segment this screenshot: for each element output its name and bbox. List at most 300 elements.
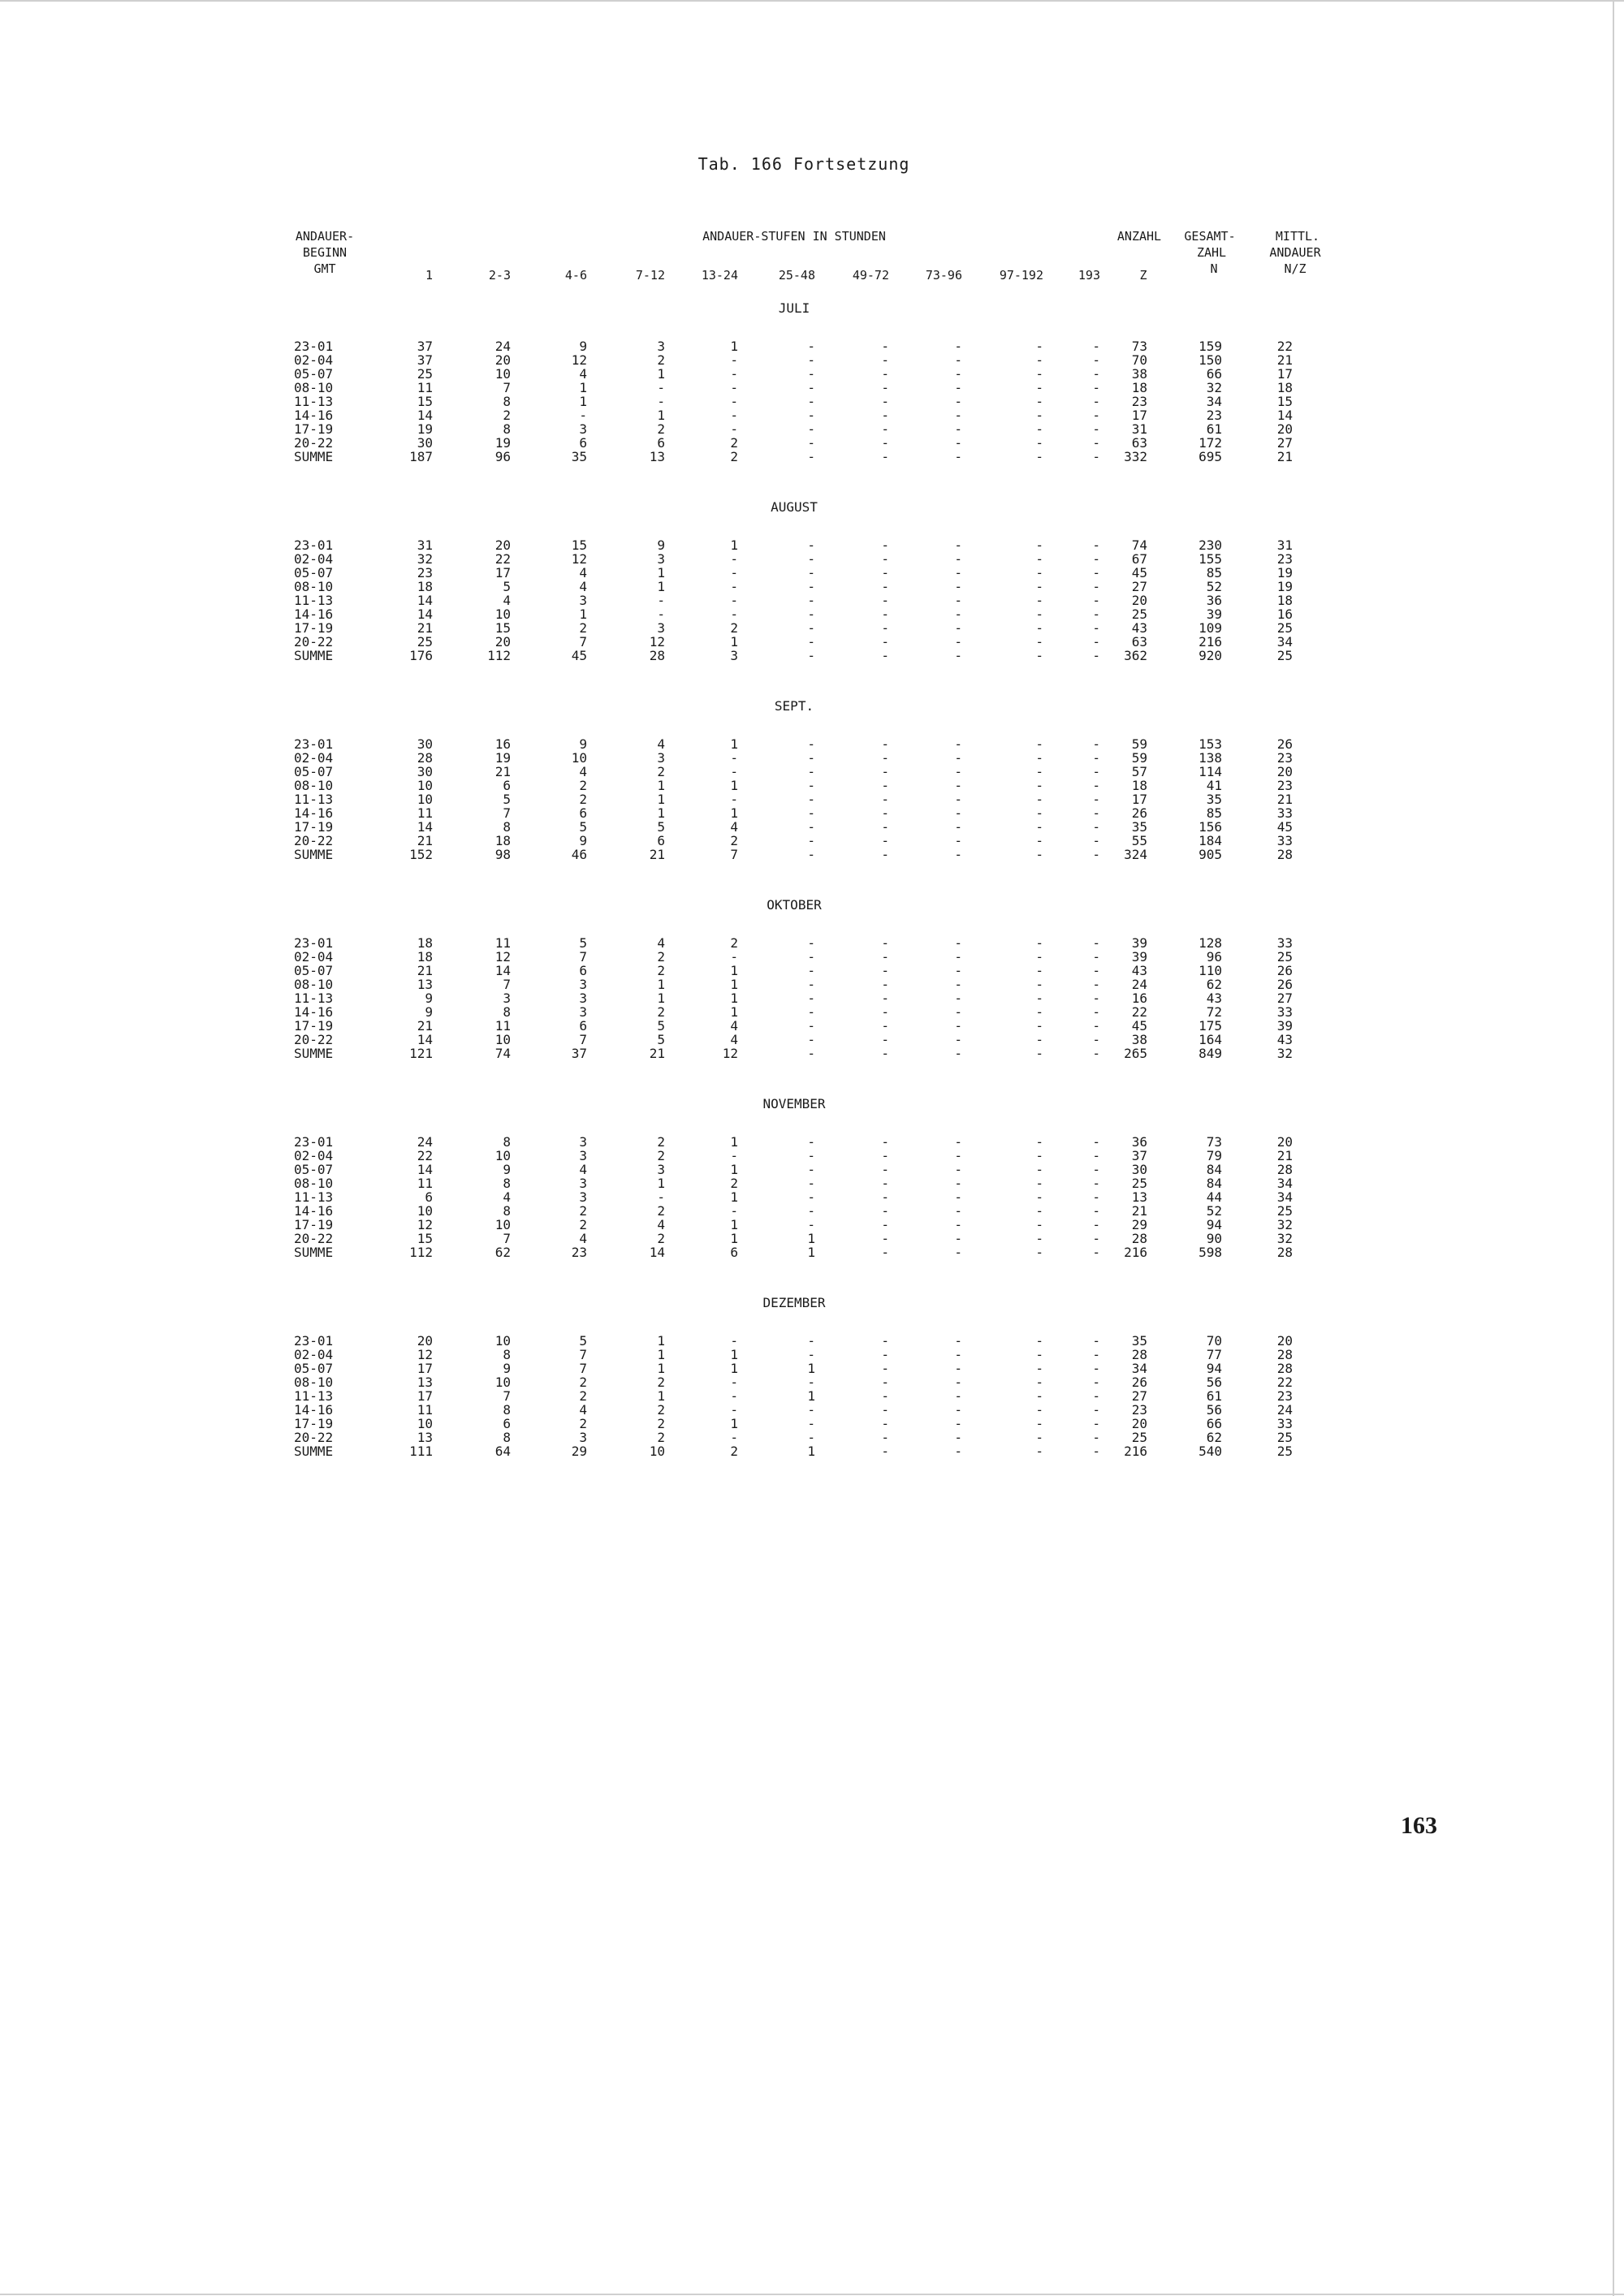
row-label: 23-01 xyxy=(294,935,334,951)
table-cell: 8 xyxy=(503,1004,511,1020)
table-cell: 27 xyxy=(1131,579,1147,594)
header-mittl-line3: N/Z xyxy=(1284,261,1307,276)
table-row xyxy=(0,1032,1380,1047)
table-cell: 56 xyxy=(1206,1402,1222,1418)
table-cell: 5 xyxy=(579,819,587,835)
table-cell: 9 xyxy=(579,833,587,848)
table-cell: 25 xyxy=(1131,1430,1147,1445)
table-cell: 13 xyxy=(417,1375,433,1390)
table-cell: 21 xyxy=(649,847,665,862)
table-cell: - xyxy=(1092,408,1100,423)
table-cell: - xyxy=(881,1361,889,1376)
table-cell: - xyxy=(730,949,738,965)
header-col-8: 73-96 xyxy=(925,268,962,283)
row-label: 14-16 xyxy=(294,1004,334,1020)
table-cell: 540 xyxy=(1199,1444,1222,1459)
table-cell: - xyxy=(1035,593,1043,608)
table-cell: - xyxy=(730,380,738,395)
table-cell: - xyxy=(1035,1203,1043,1219)
row-label: 08-10 xyxy=(294,579,334,594)
row-label: 05-07 xyxy=(294,764,334,779)
table-cell: 31 xyxy=(417,537,433,553)
table-cell: 2 xyxy=(657,949,665,965)
table-cell: 8 xyxy=(503,421,511,437)
table-cell: - xyxy=(954,1444,962,1459)
table-cell: - xyxy=(1035,819,1043,835)
table-cell: - xyxy=(1092,736,1100,752)
table-cell: - xyxy=(807,1046,815,1061)
table-cell: 216 xyxy=(1199,634,1222,650)
header-andauer-line1: ANDAUER- xyxy=(295,229,355,244)
table-cell: 52 xyxy=(1206,579,1222,594)
row-label: 14-16 xyxy=(294,408,334,423)
table-cell: - xyxy=(807,1148,815,1163)
table-cell: 43 xyxy=(1276,1032,1293,1047)
table-row xyxy=(0,1347,1380,1362)
table-row xyxy=(0,394,1380,408)
table-cell: 7 xyxy=(579,1032,587,1047)
table-cell: 14 xyxy=(417,1162,433,1177)
table-cell: - xyxy=(1092,380,1100,395)
table-cell: - xyxy=(1035,935,1043,951)
table-row xyxy=(0,1018,1380,1033)
row-label: 23-01 xyxy=(294,339,334,354)
table-cell: - xyxy=(954,366,962,382)
table-cell: 94 xyxy=(1206,1217,1222,1232)
table-row xyxy=(0,565,1380,580)
table-cell: 3 xyxy=(579,977,587,992)
header-col-10: 193 xyxy=(1078,268,1100,283)
table-cell: 905 xyxy=(1199,847,1222,862)
table-cell: 2 xyxy=(730,449,738,464)
table-cell: - xyxy=(807,1347,815,1362)
table-cell: 18 xyxy=(1276,380,1293,395)
table-cell: - xyxy=(1092,421,1100,437)
table-cell: 5 xyxy=(657,819,665,835)
table-cell: 15 xyxy=(495,620,511,636)
table-cell: 1 xyxy=(657,1347,665,1362)
table-cell: - xyxy=(954,1347,962,1362)
table-row xyxy=(0,1444,1380,1458)
table-cell: - xyxy=(730,408,738,423)
table-cell: 57 xyxy=(1131,764,1147,779)
table-cell: - xyxy=(954,805,962,821)
table-cell: 187 xyxy=(409,449,433,464)
table-cell: 15 xyxy=(417,394,433,409)
table-cell: 23 xyxy=(1276,750,1293,766)
table-row xyxy=(0,1375,1380,1389)
table-cell: - xyxy=(730,792,738,807)
table-cell: 74 xyxy=(1131,537,1147,553)
table-cell: 35 xyxy=(1131,819,1147,835)
table-cell: 4 xyxy=(579,1402,587,1418)
table-cell: - xyxy=(730,1333,738,1349)
table-cell: 34 xyxy=(1276,1176,1293,1191)
table-cell: 128 xyxy=(1199,935,1222,951)
table-cell: 920 xyxy=(1199,648,1222,663)
table-cell: 25 xyxy=(1276,1444,1293,1459)
table-cell: 20 xyxy=(1276,764,1293,779)
table-cell: - xyxy=(1035,606,1043,622)
table-cell: - xyxy=(1035,778,1043,793)
table-cell: - xyxy=(1092,990,1100,1006)
table-cell: 2 xyxy=(657,1430,665,1445)
table-cell: - xyxy=(954,1032,962,1047)
table-cell: - xyxy=(881,352,889,368)
table-row xyxy=(0,750,1380,765)
table-cell: 4 xyxy=(730,1018,738,1034)
table-cell: 31 xyxy=(1131,421,1147,437)
table-cell: 112 xyxy=(487,648,511,663)
table-cell: - xyxy=(954,1162,962,1177)
scan-edge-bottom xyxy=(0,2294,1624,2295)
table-row xyxy=(0,1416,1380,1431)
month-label: OKTOBER xyxy=(767,897,822,913)
row-label: 17-19 xyxy=(294,1018,334,1034)
table-cell: 10 xyxy=(571,750,587,766)
table-cell: - xyxy=(730,1148,738,1163)
table-cell: - xyxy=(954,778,962,793)
table-cell: 43 xyxy=(1131,620,1147,636)
table-cell: 172 xyxy=(1199,435,1222,451)
table-cell: 90 xyxy=(1206,1231,1222,1246)
table-cell: 138 xyxy=(1199,750,1222,766)
table-cell: 45 xyxy=(1131,1018,1147,1034)
table-cell: - xyxy=(807,990,815,1006)
table-cell: 121 xyxy=(409,1046,433,1061)
table-cell: - xyxy=(881,792,889,807)
table-cell: - xyxy=(1092,366,1100,382)
table-cell: 2 xyxy=(657,1231,665,1246)
table-cell: 7 xyxy=(579,1361,587,1376)
table-cell: - xyxy=(881,990,889,1006)
table-cell: - xyxy=(1035,408,1043,423)
table-row xyxy=(0,1148,1380,1163)
table-cell: - xyxy=(1092,1430,1100,1445)
table-cell: - xyxy=(807,551,815,567)
table-cell: - xyxy=(954,1004,962,1020)
table-row xyxy=(0,1245,1380,1259)
table-cell: 3 xyxy=(579,593,587,608)
table-cell: 29 xyxy=(571,1444,587,1459)
table-cell: - xyxy=(730,366,738,382)
table-cell: - xyxy=(807,352,815,368)
table-cell: 1 xyxy=(657,1361,665,1376)
table-cell: - xyxy=(1035,421,1043,437)
table-cell: - xyxy=(1035,1217,1043,1232)
table-cell: 8 xyxy=(503,1430,511,1445)
table-cell: - xyxy=(881,421,889,437)
table-cell: - xyxy=(1035,1402,1043,1418)
table-cell: 56 xyxy=(1206,1375,1222,1390)
table-cell: 23 xyxy=(1131,1402,1147,1418)
table-cell: 3 xyxy=(657,551,665,567)
table-cell: - xyxy=(881,819,889,835)
table-cell: - xyxy=(807,764,815,779)
table-cell: - xyxy=(1035,963,1043,978)
table-cell: - xyxy=(881,408,889,423)
table-cell: 2 xyxy=(657,1375,665,1390)
table-cell: 30 xyxy=(417,764,433,779)
table-cell: 4 xyxy=(579,1162,587,1177)
table-cell: - xyxy=(881,1176,889,1191)
table-cell: 12 xyxy=(571,352,587,368)
row-label: 02-04 xyxy=(294,551,334,567)
table-cell: 598 xyxy=(1199,1245,1222,1260)
table-cell: 1 xyxy=(807,1361,815,1376)
table-cell: 7 xyxy=(503,977,511,992)
table-cell: 37 xyxy=(417,339,433,354)
table-cell: - xyxy=(807,1176,815,1191)
table-cell: 25 xyxy=(1131,1176,1147,1191)
row-label: 20-22 xyxy=(294,435,334,451)
table-cell: - xyxy=(807,1375,815,1390)
table-cell: 33 xyxy=(1276,805,1293,821)
table-cell: 10 xyxy=(417,1416,433,1431)
table-cell: 2 xyxy=(579,1388,587,1404)
table-cell: - xyxy=(730,1402,738,1418)
table-row xyxy=(0,977,1380,991)
table-cell: - xyxy=(954,1046,962,1061)
table-cell: 6 xyxy=(730,1245,738,1260)
table-cell: 4 xyxy=(730,819,738,835)
table-cell: - xyxy=(1092,1018,1100,1034)
table-cell: 184 xyxy=(1199,833,1222,848)
table-cell: - xyxy=(1035,833,1043,848)
table-cell: 84 xyxy=(1206,1176,1222,1191)
table-cell: - xyxy=(657,380,665,395)
table-cell: 19 xyxy=(495,435,511,451)
table-cell: 9 xyxy=(425,990,433,1006)
table-cell: 6 xyxy=(503,1416,511,1431)
table-cell: 10 xyxy=(495,1032,511,1047)
table-cell: - xyxy=(1092,1402,1100,1418)
table-cell: 1 xyxy=(730,1189,738,1205)
row-label: 20-22 xyxy=(294,1430,334,1445)
table-cell: - xyxy=(807,935,815,951)
table-cell: - xyxy=(1035,634,1043,650)
table-cell: - xyxy=(1092,1388,1100,1404)
table-cell: 12 xyxy=(495,949,511,965)
table-cell: 28 xyxy=(1276,1361,1293,1376)
header-gesamtzahl-line2: ZAHL xyxy=(1196,245,1227,260)
table-cell: 43 xyxy=(1206,990,1222,1006)
table-cell: - xyxy=(954,421,962,437)
table-cell: 16 xyxy=(1276,606,1293,622)
table-cell: - xyxy=(881,847,889,862)
table-cell: - xyxy=(954,634,962,650)
table-cell: - xyxy=(954,963,962,978)
table-cell: 21 xyxy=(495,764,511,779)
table-cell: - xyxy=(807,634,815,650)
header-col-5: 13-24 xyxy=(701,268,738,283)
table-cell: - xyxy=(1092,565,1100,580)
table-cell: 1 xyxy=(657,408,665,423)
table-cell: 2 xyxy=(657,421,665,437)
table-cell: - xyxy=(807,648,815,663)
table-cell: 2 xyxy=(657,764,665,779)
table-cell: - xyxy=(881,1217,889,1232)
table-cell: - xyxy=(1035,339,1043,354)
table-cell: 324 xyxy=(1124,847,1147,862)
table-cell: 1 xyxy=(657,565,665,580)
table-cell: 1 xyxy=(730,990,738,1006)
table-cell: 25 xyxy=(1276,949,1293,965)
table-cell: - xyxy=(1092,1032,1100,1047)
table-cell: - xyxy=(954,1176,962,1191)
row-label: 02-04 xyxy=(294,1347,334,1362)
table-row xyxy=(0,1402,1380,1417)
table-cell: 1 xyxy=(657,366,665,382)
table-cell: 2 xyxy=(657,963,665,978)
table-row xyxy=(0,606,1380,621)
table-cell: 2 xyxy=(579,1416,587,1431)
table-cell: 14 xyxy=(417,1032,433,1047)
table-cell: - xyxy=(1092,1361,1100,1376)
table-cell: 23 xyxy=(1131,394,1147,409)
table-cell: 2 xyxy=(657,1203,665,1219)
table-cell: - xyxy=(807,565,815,580)
table-cell: - xyxy=(1092,620,1100,636)
table-row xyxy=(0,1162,1380,1176)
table-cell: 20 xyxy=(1131,593,1147,608)
table-cell: 9 xyxy=(579,339,587,354)
table-cell: - xyxy=(881,1203,889,1219)
table-cell: - xyxy=(807,1217,815,1232)
table-cell: 1 xyxy=(657,792,665,807)
table-cell: - xyxy=(1035,1245,1043,1260)
row-label: 20-22 xyxy=(294,833,334,848)
table-cell: 1 xyxy=(730,1004,738,1020)
table-cell: 4 xyxy=(579,1231,587,1246)
table-cell: 34 xyxy=(1276,1189,1293,1205)
table-cell: - xyxy=(954,565,962,580)
row-label: 08-10 xyxy=(294,778,334,793)
table-cell: - xyxy=(1092,339,1100,354)
table-cell: 45 xyxy=(1131,565,1147,580)
row-label: SUMME xyxy=(294,847,334,862)
table-cell: 45 xyxy=(571,648,587,663)
table-cell: - xyxy=(954,990,962,1006)
table-cell: - xyxy=(954,352,962,368)
table-cell: 4 xyxy=(730,1032,738,1047)
table-cell: 153 xyxy=(1199,736,1222,752)
table-cell: - xyxy=(730,1388,738,1404)
table-row xyxy=(0,792,1380,806)
table-cell: - xyxy=(954,1231,962,1246)
table-cell: 1 xyxy=(730,339,738,354)
table-cell: 12 xyxy=(417,1347,433,1362)
table-cell: - xyxy=(1092,449,1100,464)
table-cell: 15 xyxy=(1276,394,1293,409)
table-cell: 11 xyxy=(417,1176,433,1191)
table-cell: 32 xyxy=(1276,1046,1293,1061)
table-cell: 9 xyxy=(425,1004,433,1020)
table-row xyxy=(0,833,1380,848)
table-cell: 10 xyxy=(495,606,511,622)
table-row xyxy=(0,421,1380,436)
table-cell: 19 xyxy=(417,421,433,437)
table-cell: 67 xyxy=(1131,551,1147,567)
table-cell: 21 xyxy=(649,1046,665,1061)
row-label: 20-22 xyxy=(294,1231,334,1246)
table-cell: - xyxy=(730,579,738,594)
table-cell: 1 xyxy=(657,1176,665,1191)
table-cell: - xyxy=(881,593,889,608)
table-cell: - xyxy=(954,380,962,395)
table-cell: - xyxy=(881,449,889,464)
row-label: 17-19 xyxy=(294,1217,334,1232)
table-cell: 16 xyxy=(495,736,511,752)
table-cell: 94 xyxy=(1206,1361,1222,1376)
table-cell: - xyxy=(807,421,815,437)
table-cell: 13 xyxy=(649,449,665,464)
table-cell: 8 xyxy=(503,394,511,409)
table-cell: 2 xyxy=(579,778,587,793)
table-cell: - xyxy=(1035,847,1043,862)
table-cell: - xyxy=(1092,949,1100,965)
table-cell: 21 xyxy=(417,620,433,636)
table-cell: 21 xyxy=(1276,792,1293,807)
table-cell: - xyxy=(807,339,815,354)
table-cell: - xyxy=(579,408,587,423)
table-cell: - xyxy=(1092,648,1100,663)
table-cell: 2 xyxy=(730,435,738,451)
table-cell: 3 xyxy=(730,648,738,663)
table-cell: - xyxy=(881,1162,889,1177)
table-cell: 28 xyxy=(1131,1231,1147,1246)
header-col-3: 4-6 xyxy=(564,268,587,283)
table-cell: 8 xyxy=(503,1176,511,1191)
table-cell: - xyxy=(1035,977,1043,992)
table-cell: 6 xyxy=(503,778,511,793)
table-cell: - xyxy=(1035,1176,1043,1191)
table-cell: - xyxy=(1092,833,1100,848)
row-label: 05-07 xyxy=(294,565,334,580)
table-cell: - xyxy=(807,593,815,608)
table-cell: - xyxy=(1092,963,1100,978)
row-label: 05-07 xyxy=(294,963,334,978)
table-cell: 23 xyxy=(1276,551,1293,567)
header-gesamtzahl-line3: N xyxy=(1210,261,1218,276)
table-cell: 1 xyxy=(657,778,665,793)
table-cell: 28 xyxy=(649,648,665,663)
table-cell: - xyxy=(881,537,889,553)
row-label: 02-04 xyxy=(294,750,334,766)
table-cell: - xyxy=(1035,1444,1043,1459)
table-cell: 25 xyxy=(417,366,433,382)
table-cell: - xyxy=(807,408,815,423)
table-cell: - xyxy=(1035,1162,1043,1177)
table-row xyxy=(0,634,1380,649)
table-cell: - xyxy=(881,366,889,382)
table-row xyxy=(0,648,1380,662)
month-label: AUGUST xyxy=(771,499,818,515)
table-cell: 8 xyxy=(503,1347,511,1362)
table-cell: 1 xyxy=(657,1333,665,1349)
table-cell: 24 xyxy=(417,1134,433,1150)
table-cell: - xyxy=(1035,537,1043,553)
table-cell: 25 xyxy=(1131,606,1147,622)
table-cell: 216 xyxy=(1124,1444,1147,1459)
table-cell: 63 xyxy=(1131,634,1147,650)
table-cell: 3 xyxy=(579,1148,587,1163)
row-label: SUMME xyxy=(294,648,334,663)
table-cell: - xyxy=(1035,551,1043,567)
row-label: 14-16 xyxy=(294,1402,334,1418)
table-row xyxy=(0,1231,1380,1245)
table-cell: 25 xyxy=(1276,620,1293,636)
